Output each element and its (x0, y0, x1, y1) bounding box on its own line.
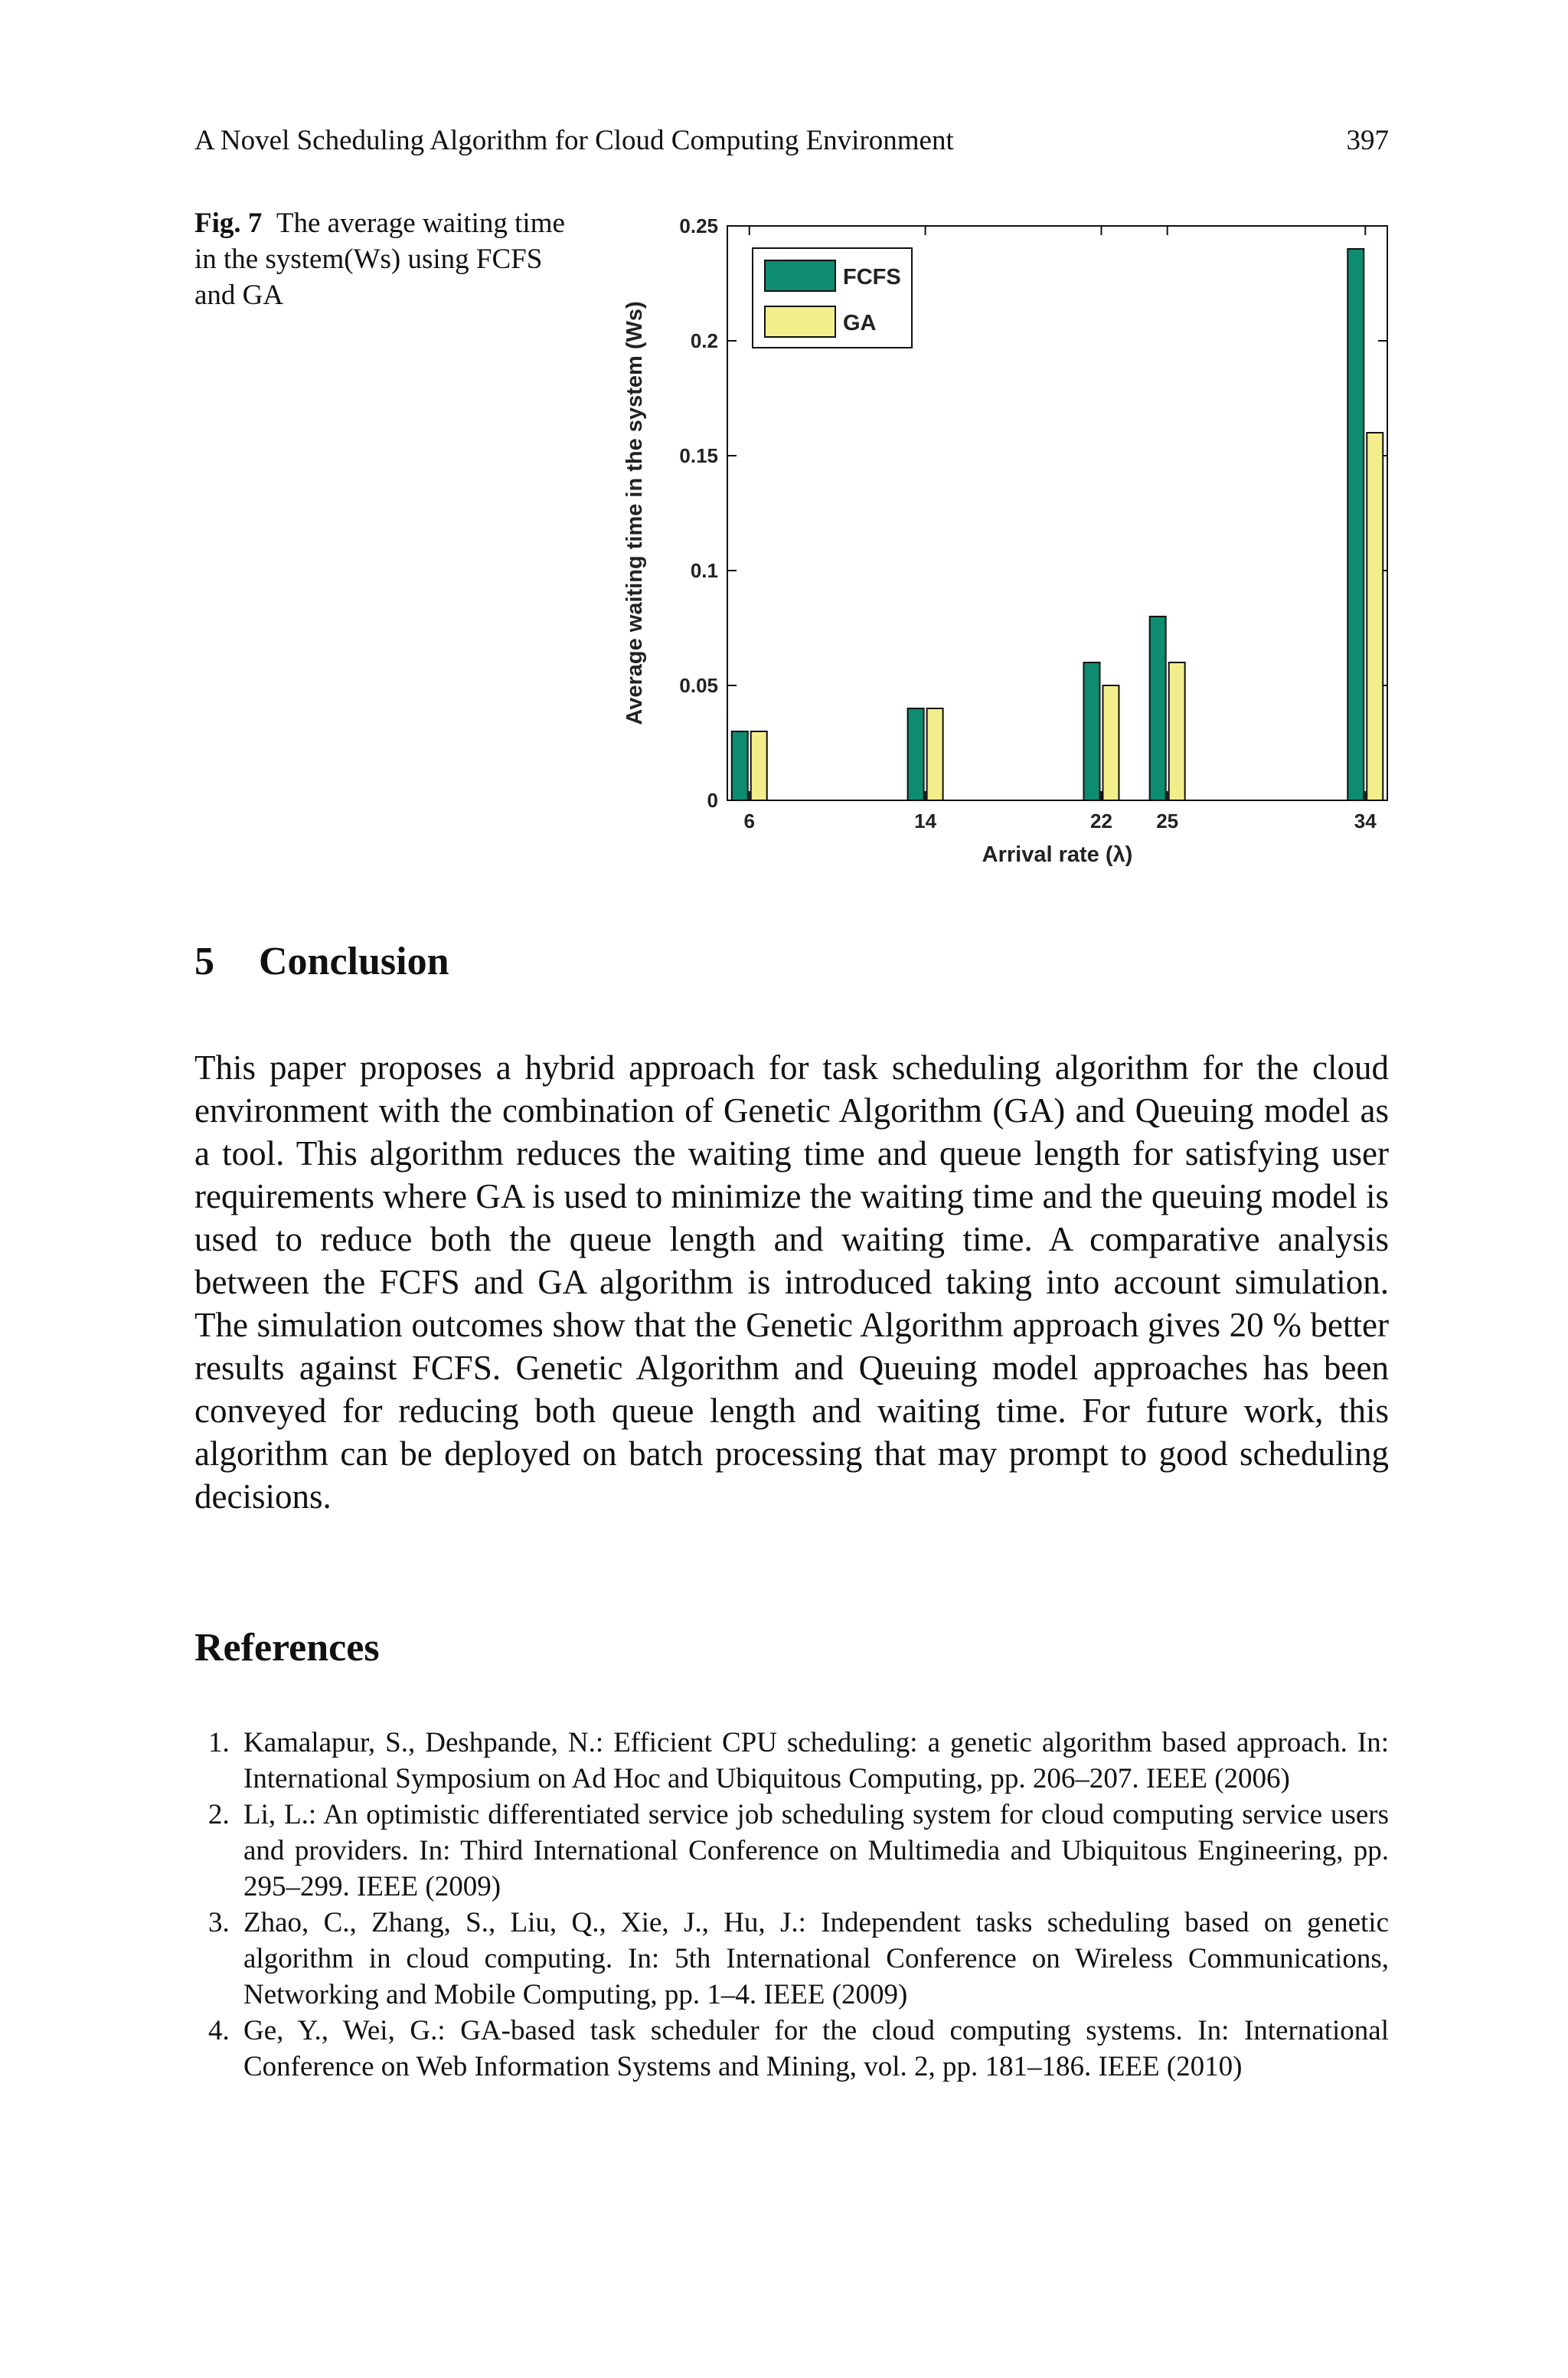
legend-swatch-ga (765, 306, 835, 337)
y-tick-label: 0.15 (679, 444, 718, 467)
bar-ga-14 (927, 708, 943, 800)
reference-text: Li, L.: An optimistic differentiated service job scheduling system for cloud computing service users and providers. In: Third International Conference on Multimedia and Ubiquitous Engineering, pp. 295–299. IEEE (2009) (243, 1799, 1389, 1902)
reference-item (194, 1797, 1389, 1905)
x-tick-label: 6 (743, 810, 755, 832)
bar-fcfs-6 (732, 731, 748, 800)
y-tick-label: 0.25 (679, 214, 718, 237)
reference-text: Kamalapur, S., Deshpande, N.: Efficient CPU scheduling: a genetic algorithm based approach. In: International Symposium on Ad Hoc and Ubiquitous Computing, pp. 206–207. IEEE (2006) (243, 1727, 1389, 1794)
conclusion-paragraph: This paper proposes a hybrid approach for task scheduling algorithm for the cloud environment with the combination of Genetic Algorithm (GA) and Queuing model as a tool. This algorithm reduces the waiting time and queue length for satisfying user requirements where GA is used to minimize the waiting time and the queuing model is used to reduce both the queue length and waiting time. A comparative analysis between the FCFS and GA algorithm is introduced taking into account simulation. The simulation outcomes show that the Genetic Algorithm approach gives 20 % better results against FCFS. Genetic Algorithm and Queuing model approaches has been conveyed for reducing both queue length and waiting time. For future work, this algorithm can be deployed on batch processing that may prompt to good scheduling decisions. (194, 1048, 1389, 1516)
section-title: Conclusion (259, 940, 449, 983)
figure-label: Fig. 7 (194, 208, 263, 239)
section-number: 5 (194, 940, 214, 983)
x-tick-label: 25 (1156, 810, 1179, 832)
bar-ga-6 (751, 731, 767, 800)
y-tick-label: 0 (707, 789, 718, 812)
reference-text: Ge, Y., Wei, G.: GA-based task scheduler for the cloud computing systems. In: International Conference on Web Information Systems and Mining, vol. 2, pp. 181–186. IEEE (2010) (243, 2015, 1389, 2082)
bar-ga-25 (1169, 662, 1185, 800)
page-number: 397 (1346, 125, 1389, 156)
reference-number: 4. (208, 2015, 230, 2046)
reference-item (194, 2013, 1389, 2085)
page-header (194, 124, 1389, 162)
running-title: A Novel Scheduling Algorithm for Cloud Computing Environment (194, 125, 954, 156)
bar-fcfs-34 (1348, 249, 1364, 800)
legend-label-fcfs: FCFS (843, 265, 901, 289)
legend-swatch-fcfs (765, 260, 835, 291)
references-heading: References (194, 1626, 380, 1670)
bar-fcfs-22 (1083, 662, 1099, 800)
reference-item (194, 1725, 1389, 1797)
y-axis-label: Average waiting time in the system (Ws) (622, 301, 647, 725)
reference-number: 1. (208, 1727, 230, 1758)
section-heading (194, 939, 449, 984)
bar-fcfs-14 (908, 708, 924, 800)
reference-item (194, 1905, 1389, 2013)
bar-ga-34 (1367, 433, 1383, 800)
figure-caption-text: The average waiting time in the system(Ws) using FCFS and GA (194, 208, 565, 311)
x-tick-label: 34 (1354, 810, 1377, 832)
legend-label-ga: GA (843, 311, 877, 335)
x-axis-label: Arrival rate (λ) (982, 842, 1133, 867)
references-list (194, 1725, 1389, 2085)
bar-fcfs-25 (1150, 617, 1166, 800)
y-tick-label: 0.05 (679, 674, 718, 697)
reference-number: 3. (208, 1907, 230, 1938)
reference-number: 2. (208, 1799, 230, 1830)
waiting-time-bar-chart (612, 207, 1401, 881)
reference-text: Zhao, C., Zhang, S., Liu, Q., Xie, J., Hu, J.: Independent tasks scheduling based on genetic algorithm in cloud computing. In: 5th International Conference on Wireless Communications, Networking and Mobile Computing, pp. 1–4. IEEE (2009) (243, 1907, 1389, 2010)
figure-caption (194, 205, 577, 313)
y-tick-label: 0.1 (690, 559, 718, 582)
y-tick-label: 0.2 (690, 329, 718, 352)
x-tick-label: 14 (914, 810, 937, 832)
bar-ga-22 (1102, 685, 1119, 800)
x-tick-label: 22 (1090, 810, 1112, 832)
